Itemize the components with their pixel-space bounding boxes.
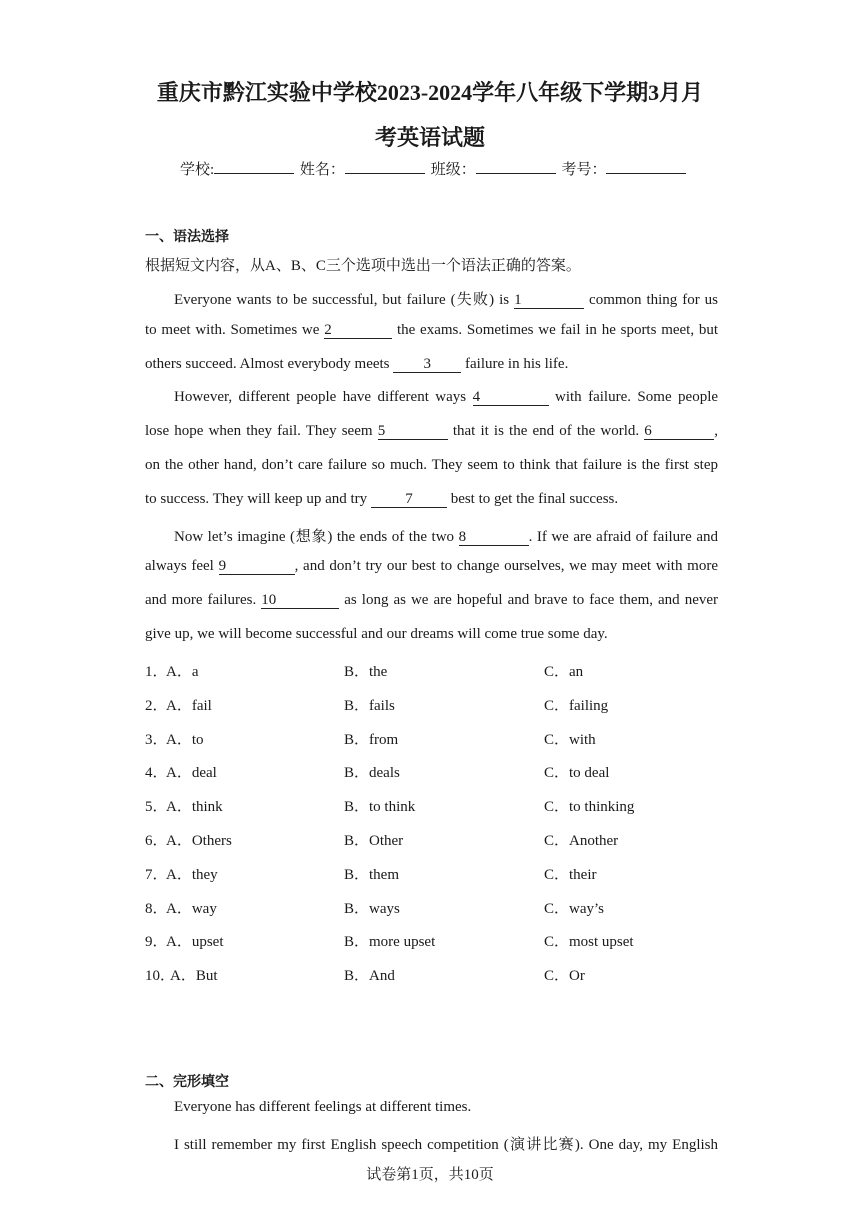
option-a[interactable]: A．way bbox=[166, 900, 217, 917]
passage-line: to success. They will keep up and try 7 best to get the final success. bbox=[145, 491, 619, 507]
option-c[interactable]: C．Another bbox=[544, 833, 619, 849]
class-label: 班级： bbox=[430, 162, 476, 178]
school-label: 学校: bbox=[180, 162, 215, 178]
question-number: 3． bbox=[145, 731, 168, 748]
option-a[interactable]: A．upset bbox=[166, 934, 224, 951]
passage-line: However, different people have different ways 4 with failure. Some people bbox=[174, 389, 719, 405]
question-number: 5． bbox=[145, 799, 168, 816]
passage-line: others succeed. Almost everybody meets 3 failure in his life. bbox=[145, 356, 569, 372]
blank-5[interactable]: 5 bbox=[378, 424, 448, 440]
page-footer: 试卷第1页，共10页 bbox=[366, 1167, 494, 1183]
question-number: 7． bbox=[145, 866, 168, 883]
option-a[interactable]: A．deal bbox=[166, 765, 217, 782]
name-label: 姓名： bbox=[299, 162, 345, 178]
option-c[interactable]: C．to thinking bbox=[544, 799, 635, 816]
section1-instruction: 根据短文内容，从A、B、C三个选项中选出一个语法正确的答案。 bbox=[145, 258, 581, 274]
section2-heading: 二、完形填空 bbox=[145, 1074, 229, 1090]
blank-4[interactable]: 4 bbox=[473, 390, 549, 406]
question-number: 9． bbox=[145, 934, 168, 951]
passage-line: and more failures. 10 as long as we are hopeful and brave to face them, and never bbox=[145, 592, 718, 608]
option-b[interactable]: B．the bbox=[344, 664, 388, 680]
student-info-row bbox=[180, 158, 688, 179]
option-a[interactable]: A．Others bbox=[166, 833, 232, 849]
option-b[interactable]: B．And bbox=[344, 968, 395, 985]
option-c[interactable]: C．Or bbox=[544, 968, 585, 985]
blank-3[interactable]: 3 bbox=[393, 357, 461, 373]
passage-line: on the other hand, don’t care failure so much. They seem to think that failure is the first step bbox=[145, 457, 718, 473]
option-b[interactable]: B．from bbox=[344, 731, 399, 748]
section1-heading: 一、语法选择 bbox=[145, 229, 229, 245]
option-c[interactable]: C．most upset bbox=[544, 934, 634, 951]
option-a[interactable]: A．to bbox=[166, 731, 204, 748]
school-field[interactable] bbox=[214, 159, 294, 174]
option-b[interactable]: B．ways bbox=[344, 900, 400, 917]
option-a[interactable]: A．a bbox=[166, 664, 199, 680]
blank-2[interactable]: 2 bbox=[324, 323, 392, 339]
passage-line: Now let’s imagine (想象) the ends of the two 8 . If we are afraid of failure and bbox=[174, 529, 719, 545]
option-a[interactable]: A．fail bbox=[166, 697, 212, 714]
option-b[interactable]: B．deals bbox=[344, 765, 400, 782]
passage-line: Everyone wants to be successful, but failure (失败) is 1 common thing for us bbox=[174, 292, 719, 308]
passage-line: always feel 9 , and don’t try our best to change ourselves, we may meet with more bbox=[145, 558, 718, 574]
exam-title-line2: 考英语试题 bbox=[374, 125, 485, 150]
option-c[interactable]: C．an bbox=[544, 664, 584, 680]
blank-9[interactable]: 9 bbox=[219, 559, 295, 575]
option-c[interactable]: C．way’s bbox=[544, 900, 605, 917]
exam-title-line1: 重庆市黔江实验中学校2023-2024学年八年级下学期3月月 bbox=[156, 80, 704, 105]
blank-10[interactable]: 10 bbox=[261, 593, 339, 609]
question-number: 4． bbox=[145, 765, 168, 782]
option-a[interactable]: A．But bbox=[170, 968, 218, 985]
cloze-line: Everyone has different feelings at different times. bbox=[174, 1099, 472, 1115]
option-b[interactable]: B．to think bbox=[344, 799, 416, 816]
option-c[interactable]: C．with bbox=[544, 731, 596, 748]
blank-7[interactable]: 7 bbox=[371, 492, 447, 508]
exam-no-label: 考号： bbox=[561, 162, 607, 178]
blank-6[interactable]: 6 bbox=[644, 424, 714, 440]
question-number: 6． bbox=[145, 833, 168, 849]
option-a[interactable]: A．think bbox=[166, 799, 223, 816]
exam-no-field[interactable] bbox=[606, 159, 686, 174]
question-number: 8． bbox=[145, 900, 168, 917]
option-a[interactable]: A．they bbox=[166, 866, 218, 883]
blank-8[interactable]: 8 bbox=[459, 530, 529, 546]
option-b[interactable]: B．them bbox=[344, 866, 399, 883]
passage-line: lose hope when they fail. They seem 5 that it is the end of the world. 6 , bbox=[145, 423, 719, 439]
option-b[interactable]: B．fails bbox=[344, 697, 395, 714]
option-c[interactable]: C．failing bbox=[544, 697, 609, 714]
cloze-line: I still remember my first English speech competition (演讲比赛). One day, my English bbox=[174, 1137, 718, 1153]
option-c[interactable]: C．their bbox=[544, 866, 597, 883]
question-number: 10． bbox=[145, 968, 176, 985]
passage-line: give up, we will become successful and our dreams will come true some day. bbox=[145, 626, 608, 642]
passage-line: to meet with. Sometimes we 2 the exams. Sometimes we fail in he sports meet, but bbox=[145, 322, 719, 338]
name-field[interactable] bbox=[345, 159, 425, 174]
option-c[interactable]: C．to deal bbox=[544, 765, 610, 782]
option-b[interactable]: B．Other bbox=[344, 833, 404, 849]
question-number: 1． bbox=[145, 664, 168, 680]
option-b[interactable]: B．more upset bbox=[344, 934, 436, 951]
question-number: 2． bbox=[145, 697, 168, 714]
blank-1[interactable]: 1 bbox=[514, 293, 584, 309]
class-field[interactable] bbox=[476, 159, 556, 174]
